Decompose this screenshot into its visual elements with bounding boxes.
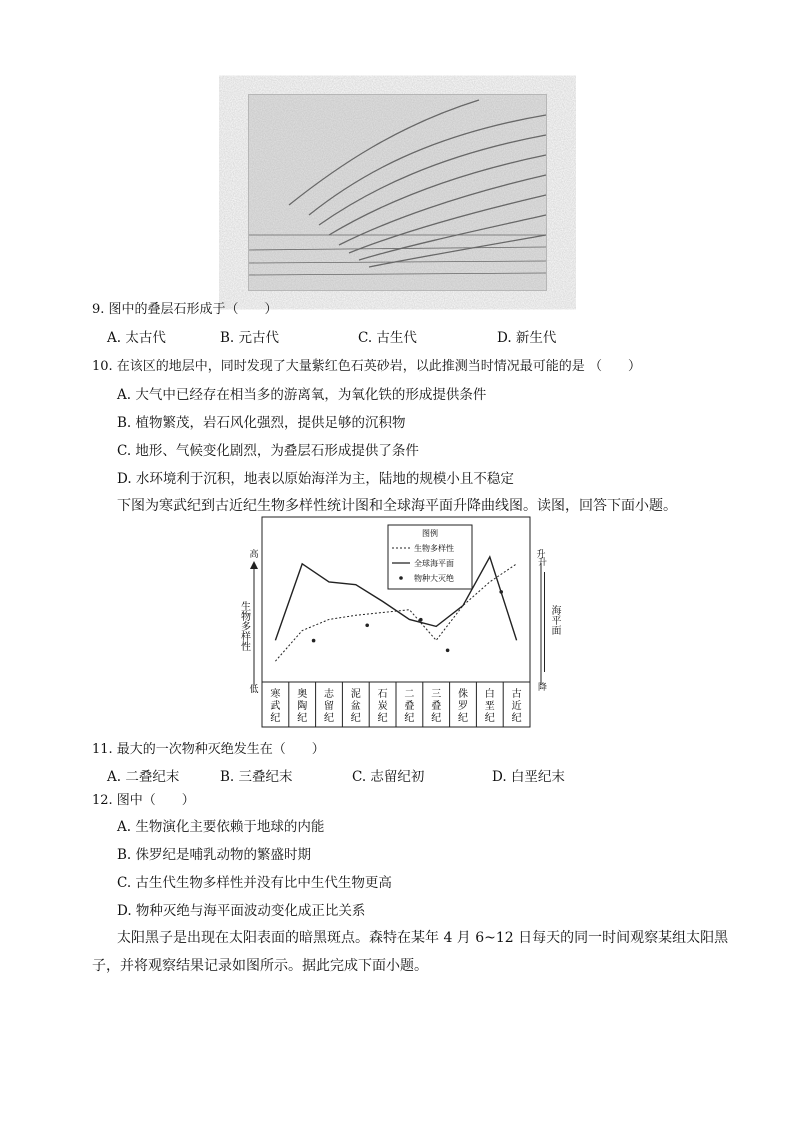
left-axis-low: 低 bbox=[249, 685, 259, 695]
category-label: 叠 bbox=[431, 701, 442, 712]
category-label: 纪 bbox=[377, 713, 388, 724]
q12-option-a[interactable]: A. 生物演化主要依赖于地球的内能 bbox=[117, 819, 325, 835]
q9-option-b[interactable]: B. 元古代 bbox=[220, 330, 280, 346]
category-label: 纪 bbox=[297, 713, 308, 724]
right-axis-label: 海平面 bbox=[549, 605, 560, 635]
category-label: 炭 bbox=[377, 701, 388, 712]
category-label: 武 bbox=[270, 701, 281, 712]
category-label: 纪 bbox=[431, 713, 442, 724]
right-axis-line bbox=[544, 572, 545, 672]
category-label: 垩 bbox=[484, 701, 495, 712]
q11-option-a[interactable]: A. 二叠纪末 bbox=[107, 769, 180, 785]
legend-item-biodiversity: 生物多样性 bbox=[414, 544, 454, 553]
question-9: 9. 图中的叠层石形成于（ ） bbox=[92, 302, 278, 317]
category-label: 泥 bbox=[350, 689, 361, 700]
category-label: 近 bbox=[511, 701, 522, 712]
q9-option-c[interactable]: C. 古生代 bbox=[358, 330, 417, 346]
q12-option-d[interactable]: D. 物种灭绝与海平面波动变化成正比关系 bbox=[117, 903, 366, 919]
q10-option-b[interactable]: B. 植物繁茂，岩石风化强烈，提供足够的沉积物 bbox=[117, 415, 406, 431]
category-label: 叠 bbox=[404, 701, 415, 712]
extinction-point bbox=[312, 639, 316, 643]
category-label: 留 bbox=[324, 701, 334, 712]
stromatolite-texture bbox=[249, 95, 546, 290]
category-label: 纪 bbox=[484, 713, 495, 724]
legend-item-sealevel: 全球海平面 bbox=[414, 559, 454, 568]
left-axis-high: 高 bbox=[249, 550, 259, 560]
category-label: 二 bbox=[404, 689, 415, 700]
right-axis-low-text: 降 bbox=[538, 683, 548, 693]
category-label: 石 bbox=[377, 689, 388, 700]
q11-option-c[interactable]: C. 志留纪初 bbox=[352, 769, 425, 785]
q9-option-a[interactable]: A. 太古代 bbox=[107, 330, 166, 346]
q11-option-d[interactable]: D. 白垩纪末 bbox=[492, 769, 565, 785]
category-label: 白 bbox=[484, 689, 495, 700]
legend-item-extinction: 物种大灭绝 bbox=[414, 574, 454, 583]
chart-svg bbox=[232, 515, 546, 731]
category-label: 纪 bbox=[270, 713, 281, 724]
q10-option-c[interactable]: C. 地形、气候变化剧烈，为叠层石形成提供了条件 bbox=[117, 443, 419, 459]
extinction-point bbox=[419, 618, 423, 622]
category-label: 奥 bbox=[297, 689, 308, 700]
category-label: 侏 bbox=[458, 689, 468, 700]
q10-option-a[interactable]: A. 大气中已经存在相当多的游离氧，为氧化铁的形成提供条件 bbox=[117, 387, 487, 403]
right-axis-high: 升 bbox=[536, 550, 546, 560]
category-label: 罗 bbox=[458, 701, 468, 712]
q12-option-c[interactable]: C. 古生代生物多样性并没有比中生代生物更高 bbox=[117, 875, 392, 891]
legend-title: 图例 bbox=[422, 529, 438, 538]
chart-legend bbox=[388, 525, 472, 589]
intro-paragraph-1: 下图为寒武纪到古近纪生物多样性统计图和全球海平面升降曲线图。读图，回答下面小题。 bbox=[117, 498, 677, 514]
extinction-point bbox=[499, 590, 503, 594]
category-label: 三 bbox=[431, 689, 442, 700]
right-axis-high-text: 升 bbox=[538, 558, 548, 568]
category-label: 寒 bbox=[270, 689, 281, 700]
question-10: 10. 在该区的地层中，同时发现了大量紫红色石英砂岩，以此推测当时情况最可能的是 （ ） bbox=[92, 359, 641, 374]
legend-dot-swatch bbox=[399, 576, 403, 580]
question-11: 11. 最大的一次物种灭绝发生在（ ） bbox=[92, 742, 325, 757]
q12-option-b[interactable]: B. 侏罗纪是哺乳动物的繁盛时期 bbox=[117, 847, 312, 863]
category-label: 纪 bbox=[404, 713, 415, 724]
category-label: 纪 bbox=[511, 713, 522, 724]
left-axis-label: 生物多样性 bbox=[238, 601, 250, 651]
category-label: 陶 bbox=[297, 701, 308, 712]
biodiversity-sealevel-chart bbox=[232, 515, 546, 731]
category-label: 纪 bbox=[350, 713, 361, 724]
category-label: 古 bbox=[511, 689, 522, 700]
intro-paragraph-2-line-1: 太阳黑子是出现在太阳表面的暗黑斑点。森特在某年 4 月 6~12 日每天的同一时间观察某组太阳黑 bbox=[117, 930, 729, 946]
category-label: 纪 bbox=[324, 713, 334, 724]
intro-paragraph-2-line-2: 子，并将观察结果记录如图所示。据此完成下面小题。 bbox=[92, 958, 428, 974]
stromatolite-photo bbox=[248, 94, 547, 291]
right-axis-high-label bbox=[534, 543, 537, 553]
left-axis-arrow bbox=[250, 561, 258, 569]
q9-option-d[interactable]: D. 新生代 bbox=[497, 330, 557, 346]
category-label: 纪 bbox=[458, 713, 468, 724]
q11-option-b[interactable]: B. 三叠纪末 bbox=[220, 769, 293, 785]
category-label: 志 bbox=[324, 689, 334, 700]
question-12: 12. 图中（ ） bbox=[92, 793, 195, 808]
q10-option-d[interactable]: D. 水环境利于沉积，地表以原始海洋为主，陆地的规模小且不稳定 bbox=[117, 471, 514, 487]
category-label: 盆 bbox=[350, 701, 361, 712]
extinction-point bbox=[365, 623, 369, 627]
extinction-point bbox=[446, 649, 450, 653]
